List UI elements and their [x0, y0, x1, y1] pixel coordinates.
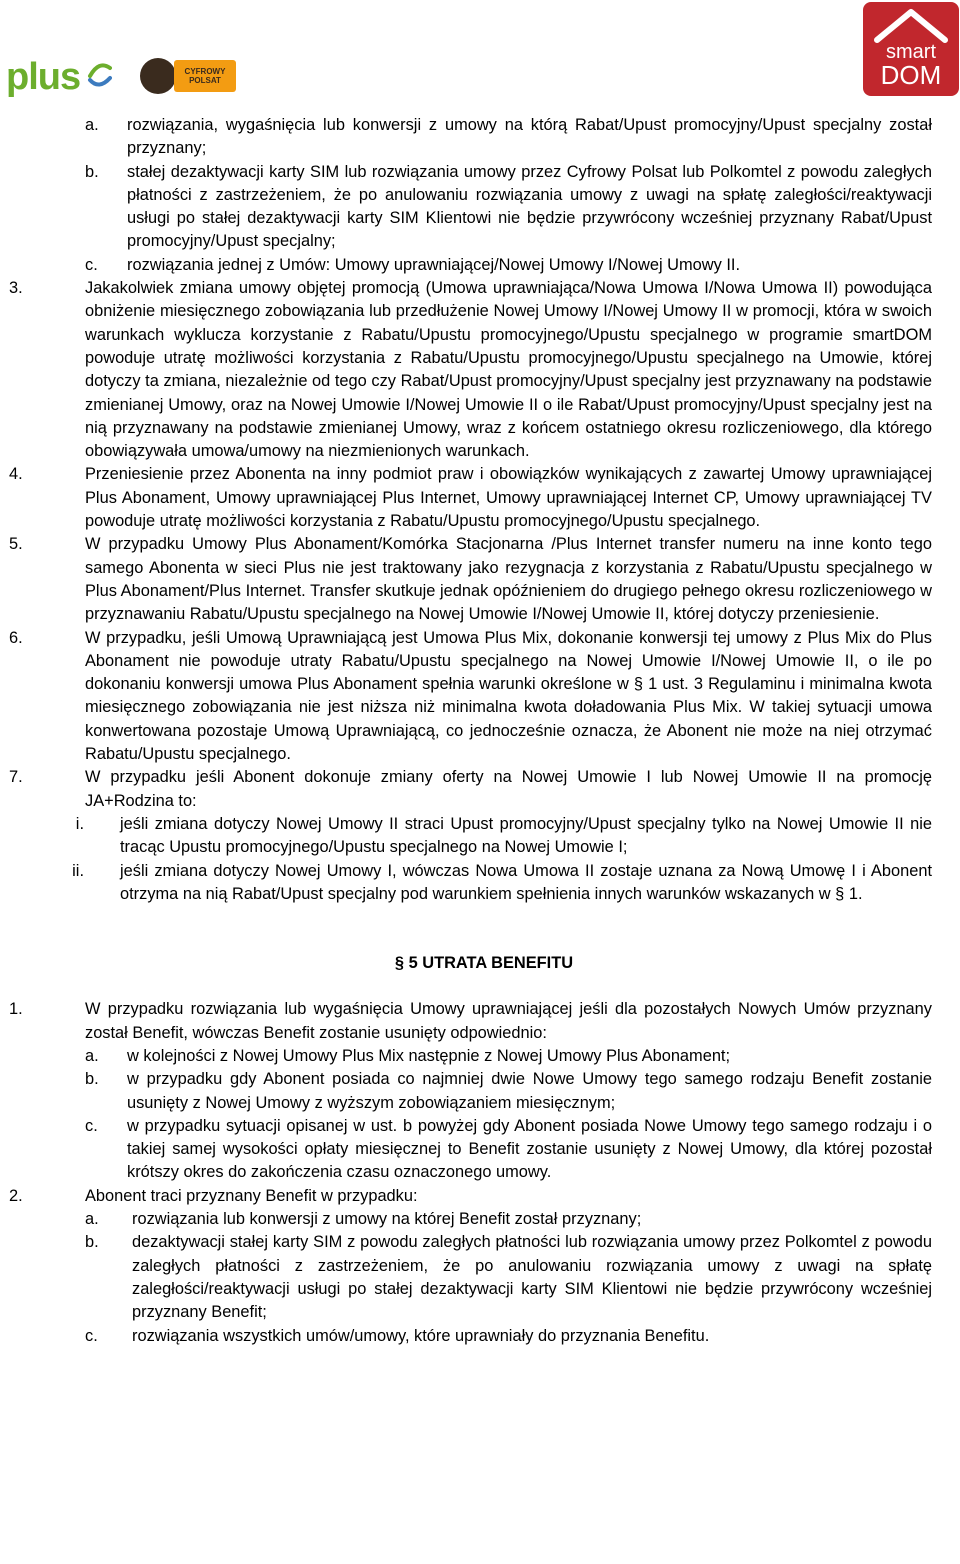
cyfrowy-polsat-logo: CYFROWY POLSAT: [140, 58, 236, 94]
paragraph-6: 6. W przypadku, jeśli Umową Uprawniającą jest Umowa Plus Mix, dokonanie konwersji tej umowy z Plus Mix do Plus Abonament nie powoduje utraty Rabatu/Upustu specjalnego na Nowej Umowie I/Nowej Umowie II, o ile po dokonaniu konwersji umowa Plus Abonament spełnia warunki określone w § 1 ust. 3 Regulaminu i minimalna kwota miesięcznego zobowiązania nie jest niższa niż minimalna kwota doładowania Plus Mix. W takiej sytuacji umowa konwertowana pozostaje Umową Uprawniającą, co jednocześnie oznacza, że Abonent nie może na niej otrzymać Rabatu/Upustu specjalnego.: [9, 628, 932, 764]
document-body: [0, 114, 960, 1348]
polsat-globe-icon: [140, 58, 176, 94]
section-title: § 5 UTRATA BENEFITU: [394, 954, 574, 973]
section5-paragraph-2: 2. Abonent traci przyznany Benefit w przypadku:: [9, 1186, 418, 1205]
list-item: c. w przypadku sytuacji opisanej w ust. b powyżej gdy Abonent posiada Nowe Umowy tego samego rodzaju i o takiej samej wysokości opłaty miesięcznej to Benefit zostanie usunięty z Nowej Umowy, dla której pozostał krótszy okres do zakończenia czasu oznaczonego umowy.: [85, 1116, 932, 1182]
list-item: b. dezaktywacji stałej karty SIM z powodu zaległych płatności lub rozwiązania umowy przez Polkomtel z powodu zaległych płatności z zastrzeżeniem, że po anulowaniu rozwiązania umowy z uwagi na spłatę zaległości/reaktywacji usługi po stałej dezaktywacji karty SIM Klientowi nie będzie przywrócony wcześniej przyznany Benefit;: [85, 1233, 932, 1322]
plus-logo: plus: [6, 56, 81, 98]
list-item: c. rozwiązania wszystkich umów/umowy, które uprawniały do przyznania Benefitu.: [85, 1326, 710, 1345]
list-item: a. rozwiązania, wygaśnięcia lub konwersji z umowy na którą Rabat/Upust promocyjny/Upust specjalny został przyznany;: [85, 116, 932, 158]
list-item: c. rozwiązania jednej z Umów: Umowy uprawniającej/Nowej Umowy I/Nowej Umowy II.: [85, 255, 741, 274]
top-sublist: [0, 114, 960, 277]
list-item: a. rozwiązania lub konwersji z umowy na której Benefit został przyznany;: [85, 1210, 642, 1229]
list-item: ii. jeśli zmiana dotyczy Nowej Umowy I, wówczas Nowa Umowa II zostaje uznana za Nową Umowę I i Abonent otrzyma na nią Rabat/Upust specjalny pod warunkiem spełnienia innych warunków wskazanych w § 1.: [72, 861, 932, 903]
page-header: [0, 0, 960, 100]
paragraph-7: 7. W przypadku jeśli Abonent dokonuje zmiany oferty na Nowej Umowie I lub Nowej Umowie II na promocję JA+Rodzina to:: [9, 768, 932, 810]
list-item: b. w przypadku gdy Abonent posiada co najmniej dwie Nowe Umowy tego samego rodzaju Benefit zostanie usunięty z Nowej Umowy z wyższym zobowiązaniem miesięcznym;: [85, 1070, 932, 1112]
paragraph-3: 3. Jakakolwiek zmiana umowy objętej promocją (Umowa uprawniająca/Nowa Umowa I/Nowa Umowa II) powodująca obniżenie miesięcznego zobowiązania lub przedłużenie Nowej Umowy I/Nowej Umowy II w promocji, która w swoich warunkach wyklucza korzystanie z Rabatu/Upustu promocyjnego/Upustu specjalnego w programie smartDOM powoduje utratę możliwości korzystania z Rabatu/Upustu promocyjnego/Upustu specjalnego na Umowie, której dotyczy ta zmiana, niezależnie od tego czy Rabat/Upust promocyjny/Upust specjalny jest przyznawany na podstawie zmienianej Umowy, oraz na Nowej Umowie I/Nowej Umowie II o ile Rabat/Upust promocyjny/Upust specjalny jest na nią przyznawany na podstawie zmienianej Umowy, wraz z końcem ostatniego okresu rozliczeniowego, dla którego obowiązywała umowa/umowy na niezmienionych warunkach.: [9, 279, 932, 461]
paragraph-4: 4. Przeniesienie przez Abonenta na inny podmiot praw i obowiązków wynikających z zawartej Umowy uprawniającej Plus Abonament, Umowy uprawniającej Plus Internet, Umowy uprawniającej Internet CP, Umowy uprawniającej TV powoduje utratę możliwości korzystania z Rabatu/Upustu promocyjnego/Upustu specjalnego.: [9, 465, 932, 531]
list-item: a. w kolejności z Nowej Umowy Plus Mix następnie z Nowej Umowy Plus Abonament;: [85, 1046, 731, 1065]
list-item: i. jeśli zmiana dotyczy Nowej Umowy II straci Upust promocyjny/Upust specjalny tylko na Nowej Umowie II nie tracąc Upustu promocyjnego/Upustu specjalnego na Nowej Umowie I;: [75, 814, 932, 857]
smartdom-logo: smart DOM: [863, 2, 959, 96]
paragraph-5: 5. W przypadku Umowy Plus Abonament/Komórka Stacjonarna /Plus Internet transfer numeru na inne konto tego samego Abonenta w sieci Plus nie jest traktowany jako rezygnacja z korzystania z Rabatu/Upustu specjalnego w Plus Abonament/Plus Internet. Transfer skutkuje jednak opóźnieniem do drugiego pełnego okresu rozliczeniowego w przyznawaniu Rabatu/Upustu specjalnego na Nowej Umowie I/Nowej Umowie II, której dotyczy przeniesienie.: [9, 535, 932, 624]
plus-logo-icon: [86, 56, 112, 90]
list-item: b. stałej dezaktywacji karty SIM lub rozwiązania umowy przez Cyfrowy Polsat lub Polkomtel z powodu zaległych płatności z zastrzeżeniem, że po anulowaniu rozwiązania umowy z uwagi na spłatę zaległości/reaktywacji usługi po stałej dezaktywacji karty SIM Klientowi nie będzie przywrócony wcześniej przyznany Rabat/Upust promocyjny/Upust specjalny;: [85, 162, 932, 251]
section5-paragraph-1: 1. W przypadku rozwiązania lub wygaśnięcia Umowy uprawniającej jeśli dla pozostałych Nowych Umów przyznany został Benefit, wówczas Benefit zostanie usunięty odpowiednio:: [9, 1000, 932, 1042]
